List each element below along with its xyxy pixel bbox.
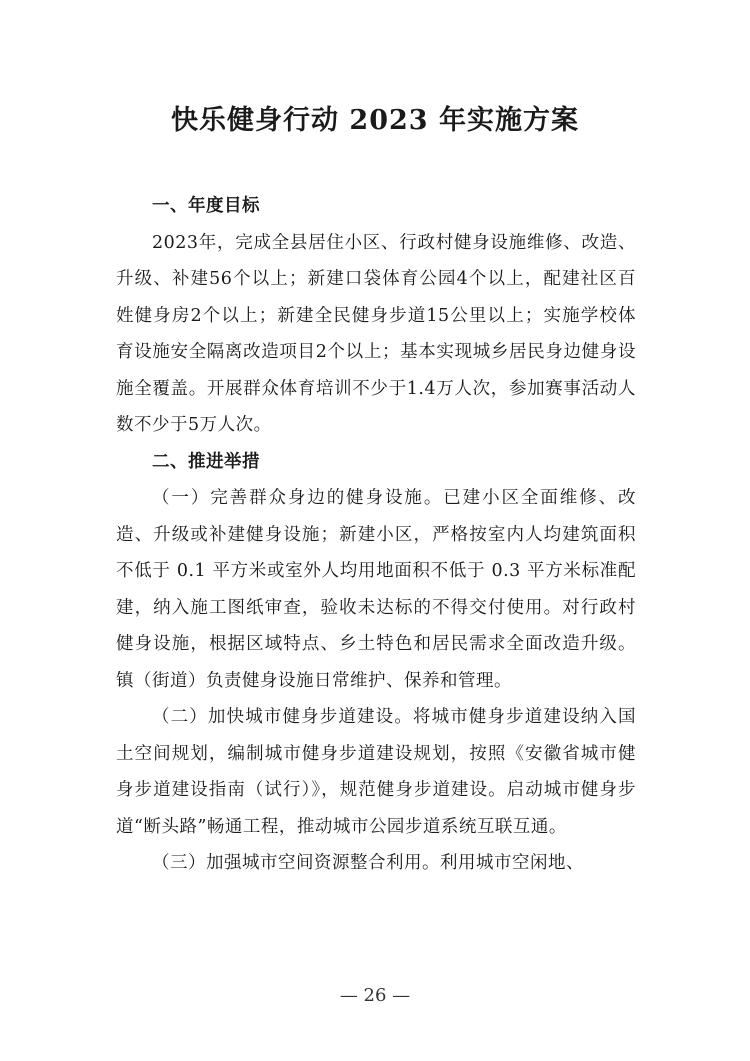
document-body (116, 188, 636, 882)
paragraph-measure-3: （三）加强城市空间资源整合利用。利用城市空闲地、 (152, 853, 584, 873)
paragraph-annual-goals: 2023年，完成全县居住小区、行政村健身设施维修、改造、升级、补建56个以上；新建口袋体育公园4个以上，配建社区百姓健身房2个以上；新建全民健身步道15公里以上；实施学校体育设施安全隔离改造项目2个以上；基本实现城乡居民身边健身设施全覆盖。开展群众体育培训不少于1.4万人次，参加赛事活动人数不少于5万人次。 (116, 232, 636, 435)
section-heading-measures: 二、推进举措 (152, 451, 260, 472)
document-title: 快乐健身行动 2023 年实施方案 (171, 105, 579, 136)
paragraph-measure-2: （二）加快城市健身步道建设。将城市健身步道建设纳入国土空间规划，编制城市健身步道建设规划，按照《安徽省城市健身步道建设指南（试行）》，规范健身步道建设。启动城市健身步道“断头路”畅通工程，推动城市公园步道系统互联互通。 (116, 707, 636, 837)
section-heading-annual-goals: 一、年度目标 (152, 196, 260, 216)
page-number: — 26 — (339, 985, 411, 1006)
paragraph-measure-1: （一）完善群众身边的健身设施。已建小区全面维修、改造、升级或补建健身设施；新建小区，严格按室内人均建筑面积不低于 0.1 平方米或室外人均用地面积不低于 0.3 平方米标准配建，纳入施工图纸审查，验收未达标的不得交付使用。对行政村健身设施，根据区域特点、乡土特色和居民需求全面改造升级。镇（街道）负责健身设施日常维护、保养和管理。 (116, 488, 636, 691)
